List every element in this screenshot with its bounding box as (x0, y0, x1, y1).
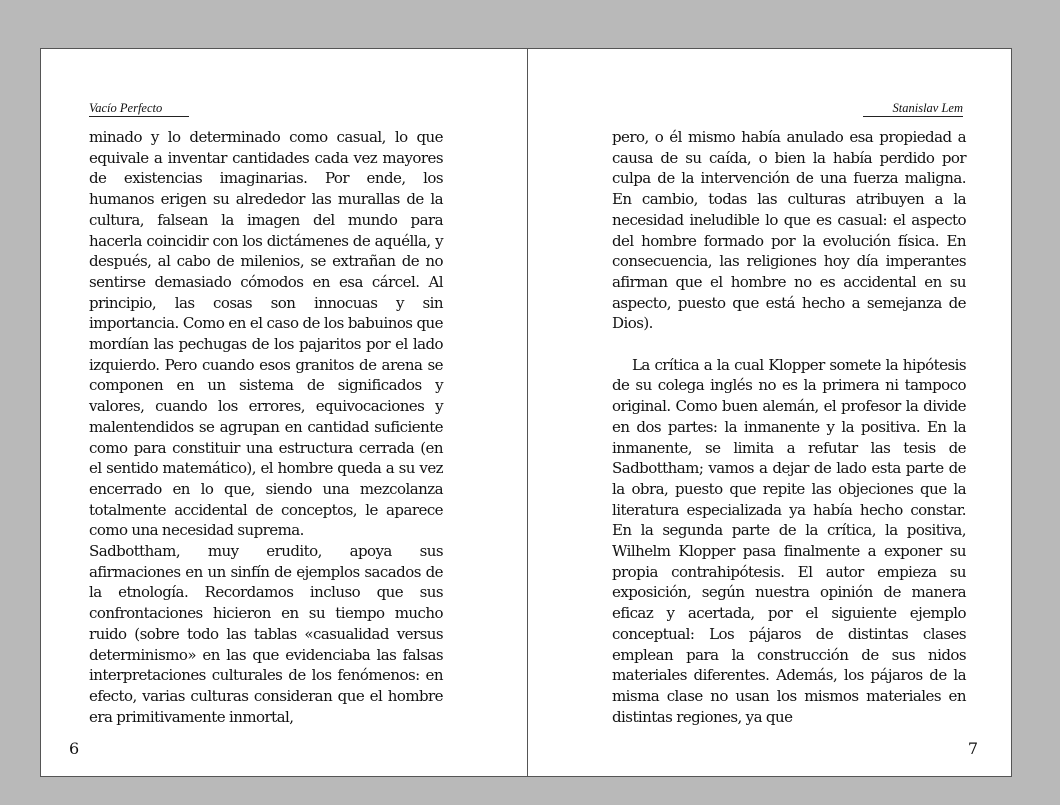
paragraph: minado y lo determinado como casual, lo que equivale a inventar cantidades cada vez mayores de existencias imaginarias. Por ende, los humanos erigen su alrededor las murallas de la cultura, falsean la imagen del mundo para hacerla coincidir con los dictámenes de aquélla, y después, al cabo de milenios, se extrañan de no sentirse demasiado cómodos en esa cárcel. Al principio, las cosas son innocuas y sin importancia. Como en el caso de los babuinos que mordían las pechugas de los pajaritos por el lado izquierdo. Pero cuando esos granitos de arena se componen en un sistema de significados y valores, cuando los errores, equivocaciones y malentendidos se agrupan en cantidad suficiente como para constituir una estructura cerrada (en el sentido matemático), el hombre queda a su vez encerrado en lo que, siendo una mezcolanza totalmente accidental de conceptos, le aparece como una necesidad suprema. (89, 128, 443, 540)
left-page-body (89, 127, 443, 727)
running-header-right: Stanislav Lem (863, 101, 963, 117)
paragraph: Sadbottham, muy erudito, apoya sus afirmaciones en un sinfín de ejemplos sacados de la etnología. Recordamos incluso que sus confrontaciones hicieron en su tiempo mucho ruido (sobre todo las tablas «casualidad versus determinismo» en las que evidenciaba las falsas interpretaciones culturales de los fenómenos: en efecto, varias culturas consideran que el hombre era primitivamente inmortal, (89, 542, 443, 726)
page-number-left: 6 (69, 739, 80, 758)
paragraph: pero, o él mismo había anulado esa propiedad a causa de su caída, o bien la había perdido por culpa de la intervención de una fuerza maligna. En cambio, todas las culturas atribuyen a la necesidad ineludible lo que es casual: el aspecto del hombre formado por la evolución física. En consecuencia, las religiones hoy día imperantes afirman que el hombre no es accidental en su aspecto, puesto que está hecho a semejanza de Dios). (612, 128, 966, 333)
paragraph: La crítica a la cual Klopper somete la hipótesis de su colega inglés no es la primera ni tampoco original. Como buen alemán, el profesor la divide en dos partes: la inmanente y la positiva. En la inmanente, se limita a refutar las tesis de Sadbottham; vamos a dejar de lado esta parte de la obra, puesto que repite las objeciones que la literatura especializada ya había hecho constar. En la segunda parte de la crítica, la positiva, Wilhelm Klopper pasa finalmente a exponer su propia contrahipótesis. El autor empieza su exposición, según nuestra opinión de manera eficaz y acertada, por el siguiente ejemplo conceptual: Los pájaros de distintas clases emplean para la construcción de sus nidos materiales diferentes. Además, los pájaros de la misma clase no usan los mismos materiales en distintas regiones, ya que (612, 355, 966, 726)
page-gutter (527, 49, 528, 776)
running-header-left: Vacío Perfecto (89, 101, 189, 117)
book-spread (40, 48, 1012, 777)
right-page-body (612, 127, 966, 727)
page-number-right: 7 (967, 739, 978, 758)
